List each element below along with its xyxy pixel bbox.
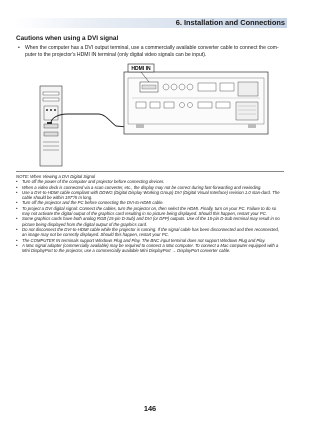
computer-tower-illustration	[40, 86, 62, 166]
connection-diagram	[38, 62, 270, 170]
projector-rear-panel	[124, 72, 268, 134]
chapter-header-bar	[14, 18, 287, 28]
notes-section	[16, 174, 284, 253]
intro-bullet: •	[18, 45, 20, 51]
intro-text: When the computer has a DVI output terminal, use a commercially available converter cable to connect the com-puter to the projector's HDMI IN terminal (only digital video signals can be input).	[25, 45, 279, 58]
note-divider	[16, 171, 284, 172]
note-item: • Use a DVI-to-HDMI cable compliant with DDWG (Digital Display Working Group) DVI (Digital Visual Interface) revision 1.0 stan-dard. The cable should be within 197"/5 m long.	[16, 189, 280, 201]
page-number: 146	[143, 404, 157, 413]
hdmi-in-label: HDMI IN	[131, 66, 151, 72]
note-item: • Some graphics cards have both analog RGB (15-pin D-Sub) and DVI (or DFP) outputs. Use of the 15-pin D-Sub terminal may result in no picture being displayed from the digital output of the graphics card.	[16, 216, 280, 227]
note-item: • The COMPUTER IN terminals support Windows Plug and Play. The BNC input terminal does not support Windows Plug and Play.	[16, 237, 266, 243]
chapter-title: 6. Installation and Connections	[175, 18, 285, 27]
note-item: • Turn off the power of the computer and projector before connecting devices.	[16, 179, 165, 185]
note-item: • Do not disconnect the DVI-to-HDMI cable while the projector is running. If the signal cable has been disconnected and then reconnected, an image may not be correctly displayed. Should this happen, restart your PC.	[16, 226, 280, 238]
note-item: • Turn off the projector and the PC before connecting the DVI-to-HDMI cable.	[16, 200, 164, 206]
note-item: • A Mac signal adapter (commercially available) may be required to connect a Mac computer. To connect a Mac computer equipped with a Mini DisplayPort to the projector, use a commercially available Mini DisplayPort → DisplayPort converter cable.	[16, 242, 279, 254]
intro-paragraph	[18, 45, 284, 59]
notes-list	[16, 179, 284, 253]
note-item: • When a video deck is connected via a scan converter, etc., the display may not be correct during fast-forwarding and rewinding.	[16, 184, 262, 190]
notes-title: NOTE: When Viewing a DVI Digital Signal	[16, 174, 96, 179]
section-title: Cautions when using a DVI signal	[16, 35, 119, 42]
note-item: • To project a DVI digital signal: Connect the cables, turn the projector on, then select the HDMI. Finally, turn on your PC. Failure to do so may not activate the digital output of the graphics card resulting in no picture being displayed. Should this happen, restart your PC.	[16, 205, 277, 217]
